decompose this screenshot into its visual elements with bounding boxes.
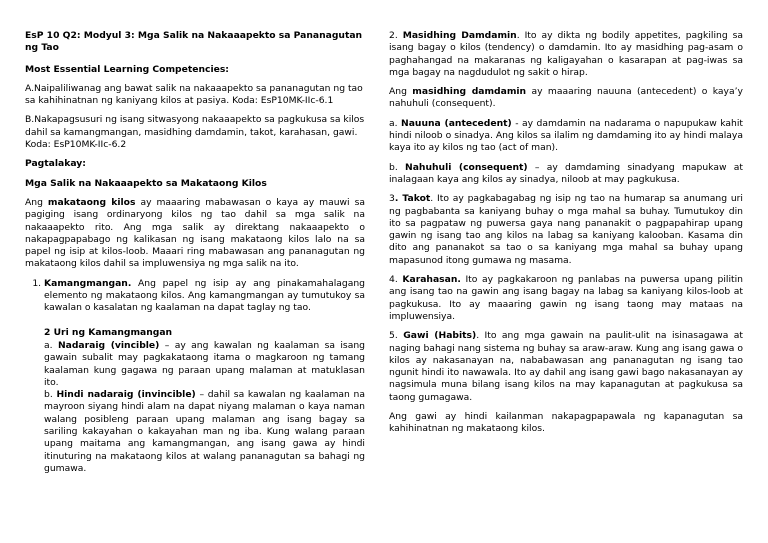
section-heading: Mga Salik na Nakaaapekto sa Makataong Kilos: [25, 177, 267, 189]
item4-paragraph: [389, 274, 743, 323]
item5-prefix: 5.: [389, 330, 404, 342]
competency-a: A.Naipaliliwanag ang bawat salik na nakaaapekto sa pananagutan ng tao sa kahihinatnan ng kaniyang kilos at pasiya. Koda: EsP10MK-IIc-6.1: [25, 82, 363, 107]
factor-list: [25, 278, 365, 315]
antecedent-text: - ay damdamin na nadarama o napupukaw kahit hindi niloob o sinadya. Ang kilos sa ilalim ng damdaming ito ay hindi malaya kaya ito ay kilos ng tao (act of man).: [389, 117, 743, 154]
consequent-term: Nahuhuli (consequent): [405, 161, 528, 173]
item2-term: Masidhing Damdamin: [402, 30, 517, 41]
factor-item-kamangmangan: [44, 278, 365, 315]
intro-pre: Ang: [25, 196, 48, 208]
masidhi-bold: masidhing damdamin: [412, 86, 527, 98]
intro-paragraph: [25, 197, 365, 271]
item4-prefix: 4.: [389, 274, 403, 286]
intro-post: ay maaaring mabawasan o kaya ay mauwi sa pagiging isang ordinaryong kilos ng tao dahil sa mga salik na nakaaapekto rito. Ang mga salik ay direktang nakaaapekto o nakapagpapabago ng kalikasan ng isang makataong kilos lalo na sa papel ng isip at kilos-loob. Maaari ring mabawasan ang pananagutan ng makataong kilos dahil sa impluwensiya ng mga salik na ito.: [25, 196, 365, 270]
invincible-text: – dahil sa kawalan ng kaalaman na mayroon siyang hindi alam na dapat niyang malaman o kaya naman walang posibleng paraan upang malaman ang isang bagay sa sariling kakayahan o kakayahan man ng iba. Kung walang paraan upang maitama ang kamangmangan, ang isang gawa ay hindi itinuturing na makataong kilos at walang pananagutan sa bahagi ng gumawa.: [44, 389, 365, 474]
intro-bold: makataong kilos: [47, 196, 136, 208]
module-title: EsP 10 Q2: Modyul 3: Mga Salik na Nakaaapekto sa Pananagutan ng Tao: [25, 30, 363, 54]
invincible-paragraph: [44, 389, 365, 475]
competency-b: B.Nakapagsusuri ng isang sitwasyong nakaaapekto sa pagkukusa sa kilos dahil sa kamangmangan, masidhing damdamin, takot, karahasan, gawi. Koda: EsP10MK-IIc-6.2: [25, 114, 365, 151]
vincible-paragraph: [44, 340, 365, 389]
melc-heading: Most Essential Learning Competencies:: [25, 63, 229, 75]
antecedent-term: Nauuna (antecedent): [401, 117, 512, 129]
right-column: [389, 30, 743, 443]
consequent-text: – ay damdaming sinadyang mapukaw at inalagaan kaya ang kilos ay sinadya, niloob at may pagkukusa.: [389, 161, 743, 185]
masidhi-paragraph: [389, 86, 743, 111]
item4-text: Ito ay pagkakaroon ng panlabas na puwersa upang pilitin ang isang tao na gawin ang isang bagay na labag sa kaniyang kilos-loob at pagkukusa. Ito ay maaaring gawin ng isang taong may mataas na impluwensiya.: [389, 274, 744, 322]
item5-term: Gawi (Habits): [403, 330, 477, 342]
consequent-prefix: b.: [389, 161, 406, 173]
uri-heading: 2 Uri ng Kamangmangan: [44, 326, 173, 338]
vincible-term: Nadaraig (vincible): [57, 339, 160, 351]
item2-text: . Ito ay dikta ng bodily appetites, pagkiling sa isang bagay o kilos (tendency) o damdamin. Ito ay masidhing pag-asam o paghahangad na makaranas ng kaligayahan o kasarapan at pag-iwas sa mga bagay na nagdudulot ng sakit o hirap.: [389, 30, 744, 78]
left-column: [25, 30, 365, 482]
vincible-text: – ay ang kawalan ng kaalaman sa isang gawain subalit may pagkakataong itama o magkaroon ng tamang kaalaman kung gagawa ng paraan upang malaman at matuklasan ito.: [44, 339, 365, 388]
item3-term: . Takot: [394, 193, 431, 205]
antecedent-paragraph: [389, 118, 743, 155]
item4-term: Karahasan.: [402, 274, 461, 286]
item3-text: . Ito ay pagkabagabag ng isip ng tao na humarap sa anumang uri ng pagbabanta sa kaniyang buhay o mga mahal sa buhay. Tumutukoy din ito sa pagpataw ng puwersa gaya nang pananakit o pagpapahirap upang gawin ng isang tao ang kilos na labag sa kaniyang kalooban. Kasama din dito ang pananakot sa tao o sa kaniyang mga mahal sa buhay upang mapasunod itong gumawa ng masama.: [389, 193, 743, 266]
invincible-prefix: b.: [44, 389, 57, 401]
item3-paragraph: [389, 193, 743, 267]
item5-paragraph: [389, 330, 743, 404]
item2-prefix: 2.: [389, 30, 403, 41]
consequent-paragraph: [389, 162, 743, 187]
item2-paragraph: [389, 30, 743, 79]
masidhi-post: ay maaaring nauuna (antecedent) o kaya’y nahuhuli (consequent).: [389, 86, 743, 110]
closing-paragraph: Ang gawi ay hindi kailanman nakapagpapawala ng kapanagutan sa kahihinatnan ng makataong kilos.: [389, 411, 743, 435]
antecedent-prefix: a.: [389, 117, 402, 129]
item1-term: Kamangmangan.: [44, 277, 132, 289]
masidhi-pre: Ang: [389, 86, 413, 98]
invincible-term: Hindi nadaraig (invincible): [56, 389, 196, 401]
item3-prefix: 3: [389, 193, 395, 205]
pagtalakay-heading: Pagtalakay:: [25, 158, 86, 170]
item1-text: Ang papel ng isip ay ang pinakamahalagang elemento ng makataong kilos. Ang kamangmangan ay tumutukoy sa kawalan o kasalatan ng kaalaman na dapat taglay ng tao.: [44, 277, 365, 314]
vincible-prefix: a.: [44, 339, 58, 351]
item5-text: . Ito ang mga gawain na paulit-ulit na isinasagawa at naging bahagi nang sistema ng buhay sa araw-araw. Kung ang isang gawa o kilos ay nakasanayan na, nababawasan ang pananagutan ng isang tao ngunit hindi ito nawawala. Ito ay dahil ang isang gawi bago nakasanayan ay nagsimula muna bilang isang kilos na may kapanagutan at pagkukusa sa taong gumagawa.: [389, 330, 744, 403]
uri-section: [44, 327, 365, 476]
